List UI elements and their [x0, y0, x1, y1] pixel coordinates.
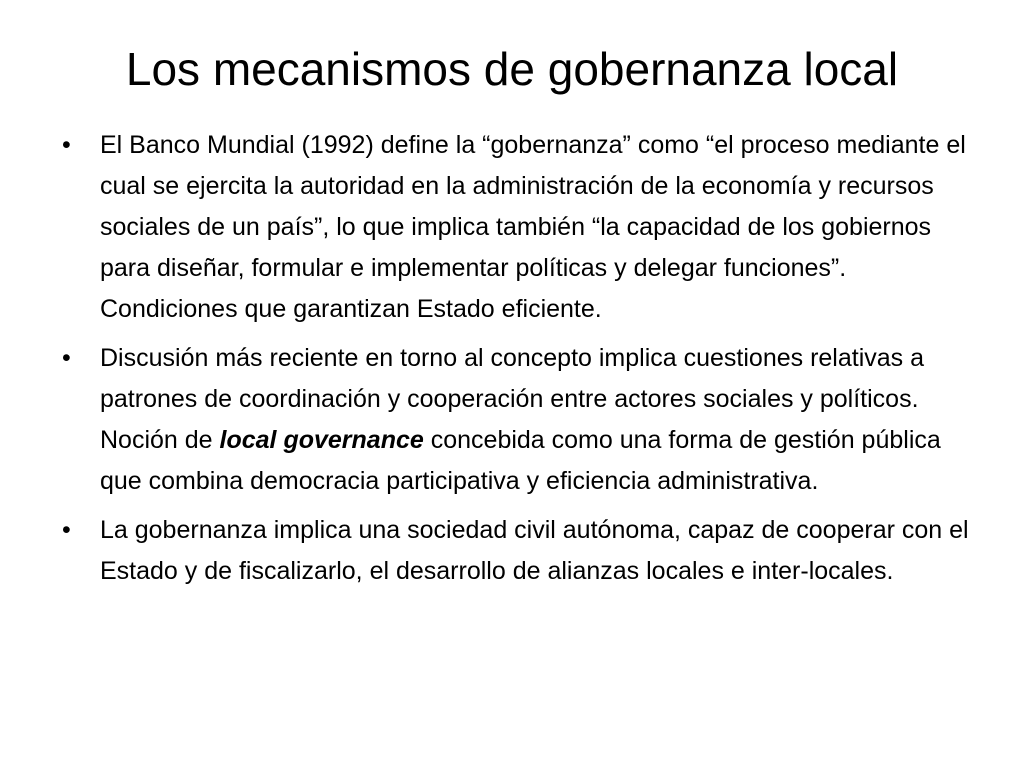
bullet-emphasis-term: local governance [219, 426, 424, 454]
bullet-text-after: concebida como una forma de gestión pública que combina democracia participativa y eficiencia administrativa. [100, 426, 941, 495]
bullet-text: El Banco Mundial (1992) define la “gobernanza” como “el proceso mediante el cual se ejercita la autoridad en la administración de la economía y recursos sociales de un país”, lo que implica también “la capacidad de los gobiernos para diseñar, formular e implementar políticas y delegar funciones”. Condiciones que garantizan Estado eficiente. [100, 131, 966, 323]
slide-title: Los mecanismos de gobernanza local [125, 43, 899, 95]
bullet-point-icon: • [62, 344, 71, 372]
bullet-list [60, 125, 980, 600]
bullet-text: La gobernanza implica una sociedad civil autónoma, capaz de cooperar con el Estado y de fiscalizarlo, el desarrollo de alianzas locales e inter-locales. [100, 516, 969, 585]
bullet-point-icon: • [62, 516, 71, 544]
bullet-item-2 [60, 338, 980, 502]
bullet-item-3 [60, 510, 980, 592]
bullet-item-1 [60, 125, 980, 330]
bullet-text-before: Discusión más reciente en torno al concepto implica cuestiones relativas a patrones de coordinación y cooperación entre actores sociales y políticos. Noción de [100, 344, 925, 454]
bullet-point-icon: • [62, 131, 71, 159]
